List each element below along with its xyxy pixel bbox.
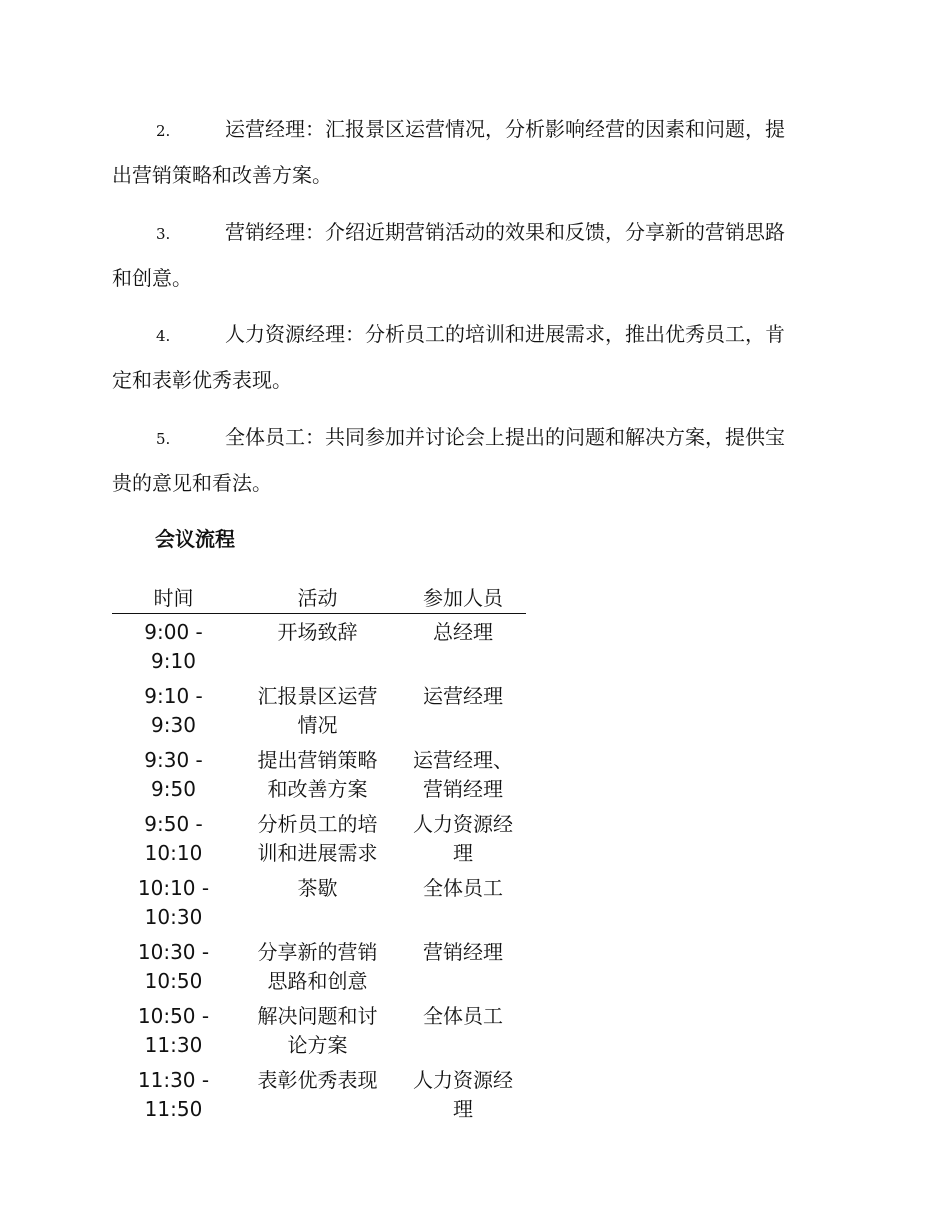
list-item-text-continued: 贵的意见和看法。 xyxy=(112,471,272,495)
time-cell: 10:50 - 11:30 xyxy=(137,1004,210,1057)
activity-cell: 汇报景区运营情况 xyxy=(257,684,378,737)
table-header-row xyxy=(112,580,526,614)
list-number: 3. xyxy=(156,225,171,243)
time-cell: 9:00 - 9:10 xyxy=(144,620,203,673)
list-number: 2. xyxy=(156,122,171,140)
attendees-cell: 人力资源经理 xyxy=(413,812,513,865)
table-row xyxy=(112,934,526,998)
list-item xyxy=(112,414,832,506)
activity-cell: 开场致辞 xyxy=(277,620,358,644)
table-row xyxy=(112,806,526,870)
column-header-activity: 活动 xyxy=(235,580,400,614)
column-header-time: 时间 xyxy=(112,580,235,614)
attendees-cell: 运营经理、营销经理 xyxy=(413,748,513,801)
attendees-cell: 人力资源经理 xyxy=(413,1068,513,1121)
list-item xyxy=(112,106,832,198)
list-item-text: 人力资源经理：分析员工的培训和进展需求，推出优秀员工，肯 xyxy=(225,322,785,346)
list-item-text-continued: 和创意。 xyxy=(112,266,192,290)
table-row xyxy=(112,870,526,934)
list-item-text: 运营经理：汇报景区运营情况，分析影响经营的因素和问题，提 xyxy=(225,117,785,141)
table-row xyxy=(112,1062,526,1126)
table-row xyxy=(112,998,526,1062)
table-row xyxy=(112,742,526,806)
time-cell: 9:50 - 10:10 xyxy=(144,812,203,865)
list-item xyxy=(112,209,832,301)
attendees-cell: 全体员工 xyxy=(423,1004,503,1028)
time-cell: 10:30 - 10:50 xyxy=(137,940,210,993)
attendees-cell: 营销经理 xyxy=(423,940,503,964)
activity-cell: 分析员工的培训和进展需求 xyxy=(257,812,378,865)
list-item-text: 全体员工：共同参加并讨论会上提出的问题和解决方案，提供宝 xyxy=(225,425,785,449)
list-item-text-continued: 定和表彰优秀表现。 xyxy=(112,368,292,392)
attendees-cell: 运营经理 xyxy=(423,684,503,708)
time-cell: 11:30 - 11:50 xyxy=(137,1068,210,1121)
section-heading: 会议流程 xyxy=(155,527,235,551)
activity-cell: 分享新的营销思路和创意 xyxy=(257,940,378,993)
column-header-attendees: 参加人员 xyxy=(400,580,526,614)
schedule-table xyxy=(112,580,526,1126)
attendees-cell: 总经理 xyxy=(433,620,493,644)
activity-cell: 表彰优秀表现 xyxy=(257,1068,378,1092)
activity-cell: 提出营销策略和改善方案 xyxy=(257,748,378,801)
activity-cell: 茶歇 xyxy=(297,876,338,900)
time-cell: 10:10 - 10:30 xyxy=(137,876,210,929)
table-row xyxy=(112,678,526,742)
time-cell: 9:10 - 9:30 xyxy=(144,684,203,737)
list-number: 4. xyxy=(156,327,171,345)
list-item xyxy=(112,311,832,403)
list-item-text-continued: 出营销策略和改善方案。 xyxy=(112,163,332,187)
list-number: 5. xyxy=(156,430,171,448)
list-item-text: 营销经理：介绍近期营销活动的效果和反馈，分享新的营销思路 xyxy=(225,220,785,244)
time-cell: 9:30 - 9:50 xyxy=(144,748,203,801)
table-row xyxy=(112,614,526,679)
attendees-cell: 全体员工 xyxy=(423,876,503,900)
activity-cell: 解决问题和讨论方案 xyxy=(257,1004,378,1057)
